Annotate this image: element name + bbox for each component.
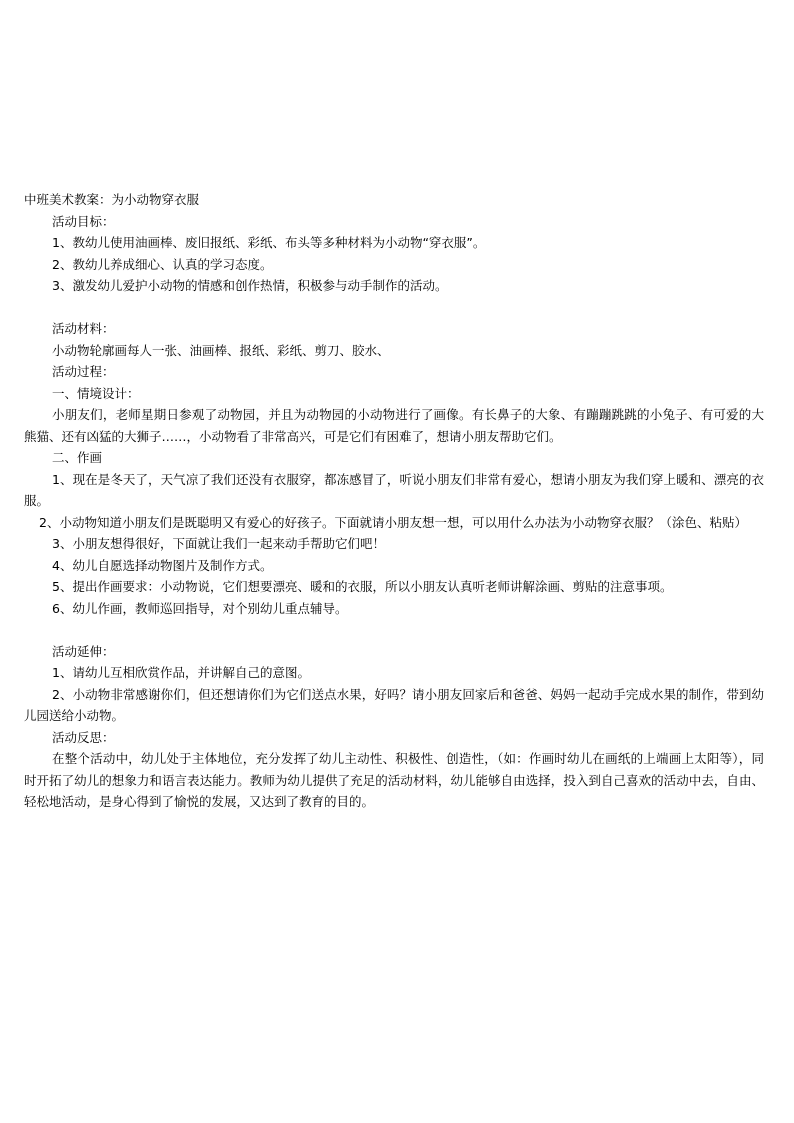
goal-item: 3、激发幼儿爱护小动物的情感和创作热情，积极参与动手制作的活动。 [52, 278, 448, 293]
section2-title: 二、作画 [52, 450, 103, 465]
step-item: 4、幼儿自愿选择动物图片及制作方式。 [52, 557, 273, 573]
spacer [24, 297, 764, 319]
document-title: 中班美术教案：为小动物穿衣服 [24, 192, 200, 207]
spacer [24, 619, 764, 641]
lesson-plan-document [24, 189, 764, 813]
step-item: 5、提出作画要求：小动物说，它们想要漂亮、暖和的衣服，所以小朋友认真听老师讲解涂画、剪贴的注意事项。 [52, 579, 673, 594]
reflection-heading: 活动反思： [52, 729, 115, 745]
extension-heading: 活动延伸： [52, 643, 115, 659]
extension-item: 2、小动物非常感谢你们，但还想请你们为它们送点水果，好吗？请小朋友回家后和爸爸、妈妈一起动手完成水果的制作，带到幼儿园送给小动物。 [24, 686, 764, 723]
section1-title: 一、情境设计： [52, 385, 140, 401]
step-item: 1、现在是冬天了，天气凉了我们还没有衣服穿，都冻感冒了，听说小朋友们非常有爱心，想请小朋友为我们穿上暖和、漂亮的衣服。 [24, 471, 764, 508]
process-heading: 活动过程： [52, 364, 115, 379]
materials-heading: 活动材料： [52, 321, 115, 336]
step-item: 3、小朋友想得很好，下面就让我们一起来动手帮助它们吧！ [52, 536, 385, 551]
extension-item: 1、请幼儿互相欣赏作品，并讲解自己的意图。 [52, 665, 310, 680]
step-item: 2、小动物知道小朋友们是既聪明又有爱心的好孩子。下面就请小朋友想一想，可以用什么办法为小动物穿衣服？（涂色、粘贴） [39, 514, 747, 530]
reflection-text: 在整个活动中，幼儿处于主体地位，充分发挥了幼儿主动性、积极性、创造性，（如：作画时幼儿在画纸的上端画上太阳等），同时开拓了幼儿的想象力和语言表达能力。教师为幼儿提供了充足的活动材料，幼儿能够自由选择，投入到自己喜欢的活动中去，自由、轻松地活动，是身心得到了愉悦的发展，又达到了教育的目的。 [24, 751, 764, 809]
goal-item: 1、教幼儿使用油画棒、废旧报纸、彩纸、布头等多种材料为小动物“穿衣服”。 [52, 235, 486, 250]
materials-text: 小动物轮廓画每人一张、油画棒、报纸、彩纸、剪刀、胶水、 [52, 342, 390, 358]
goal-item: 2、教幼儿养成细心、认真的学习态度。 [52, 256, 273, 272]
section1-text: 小朋友们，老师星期日参观了动物园，并且为动物园的小动物进行了画像。有长鼻子的大象、有蹦蹦跳跳的小兔子、有可爱的大熊猫、还有凶猛的大狮子……，小动物看了非常高兴，可是它们有困难了，想请小朋友帮助它们。 [24, 407, 764, 444]
step-item: 6、幼儿作画，教师巡回指导，对个别幼儿重点辅导。 [52, 600, 348, 616]
goals-heading: 活动目标： [52, 213, 115, 229]
